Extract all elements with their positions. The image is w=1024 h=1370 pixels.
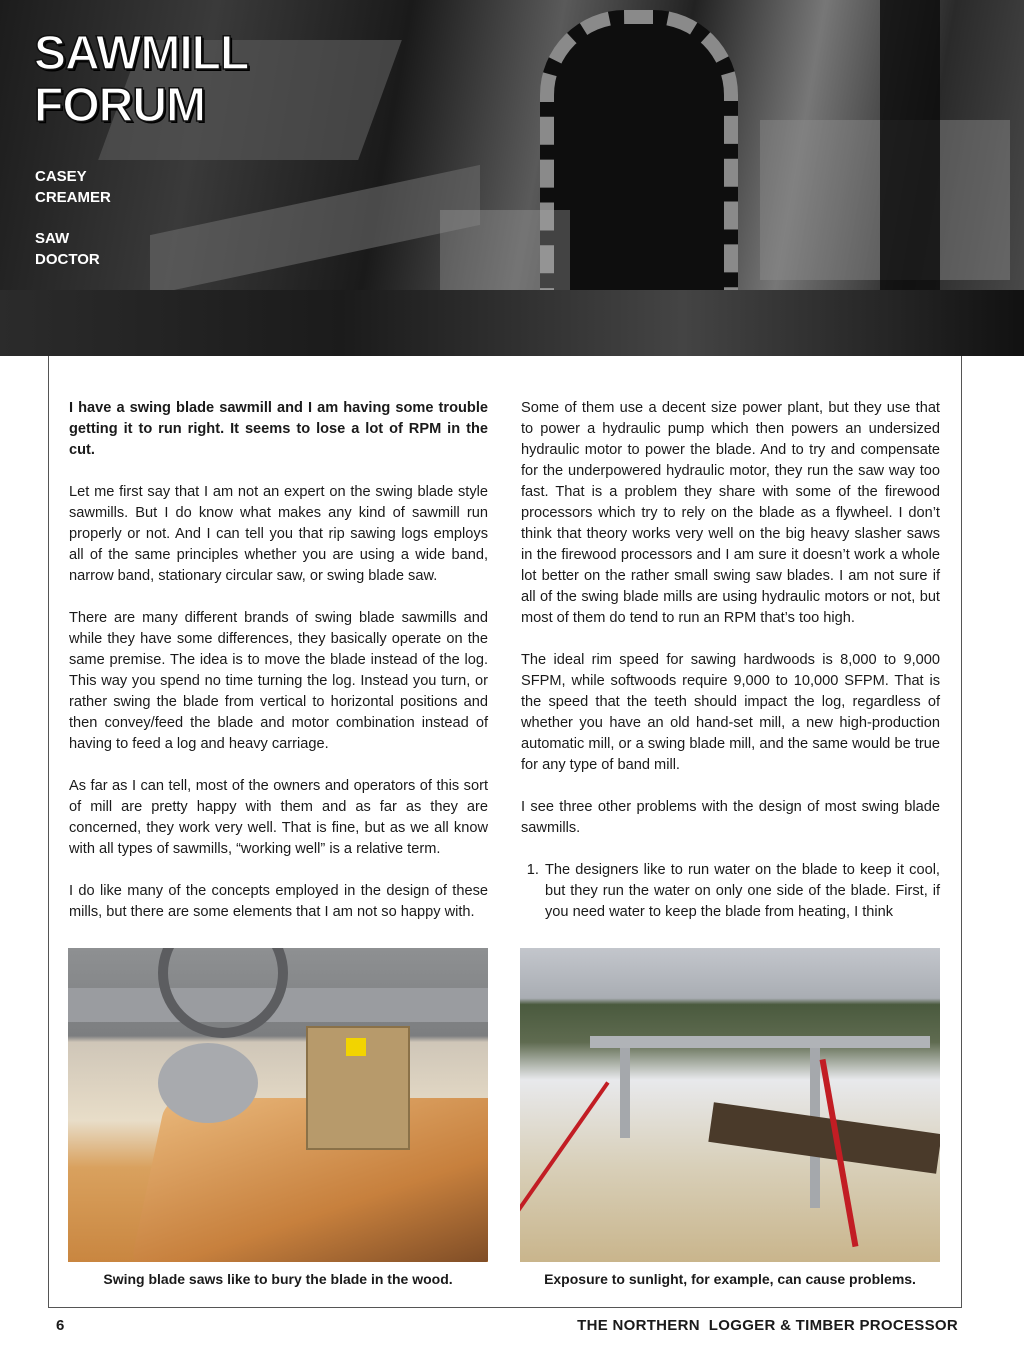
- warning-sticker-icon: [346, 1038, 366, 1056]
- photo-caption-right: Exposure to sunlight, for example, can cause problems.: [544, 1271, 916, 1287]
- article-paragraph: I see three other problems with the design of most swing blade sawmills.: [521, 799, 940, 836]
- banner-floor: [0, 290, 1024, 356]
- title-line-1: SAWMILL: [34, 27, 249, 80]
- article-column-right: [521, 398, 940, 923]
- article-paragraph: Let me first say that I am not an expert on the swing blade style sawmills. But I do know what makes any kind of sawmill run properly or not. And I can tell you that rip sawing logs employs all of the same principles whether you are using a wide band, narrow band, stationary circular saw, or swing blade saw.: [69, 484, 488, 584]
- author-role: [35, 228, 105, 270]
- article-paragraph: Some of them use a decent size power plant, but they use that to power a hydraulic pump which then powers an undersized hydraulic motor to power the blade. And to try and compensate for the underpowered hydraulic motor, they run the saw way too fast. That is a problem they share with some of the firewood processors which try to rely on the blade as a flywheel. I don’t think that theory works very well on the big heavy slasher saws in the firewood processors and I am sure it doesn’t work a whole lot better on the rather small swing saw blades. I am not sure if all of the swing blade mills are using hydraulic motors or not, but most of them do tend to run an RPM that’s too high.: [521, 400, 940, 626]
- author-line-1: CASEY: [35, 168, 87, 185]
- photo-detail: [708, 1102, 940, 1174]
- column-title: [34, 28, 248, 132]
- page-number: 6: [56, 1317, 65, 1334]
- list-item: 1. The designers like to run water on the blade to keep it cool, but they run the water on only one side of the blade. First, if you need water to keep the blade from heating, I think: [543, 860, 940, 923]
- publication-name: THE NORTHERN LOGGER & TIMBER PROCESSOR: [577, 1317, 958, 1334]
- photo-detail: [158, 1043, 258, 1123]
- role-line-2: DOCTOR: [35, 251, 100, 268]
- photo-caption-left: Swing blade saws like to bury the blade in the wood.: [103, 1271, 453, 1287]
- banner-shade: [150, 165, 480, 295]
- author-line-2: CREAMER: [35, 189, 111, 206]
- swing-blade-saw-photo: [68, 948, 488, 1262]
- article-paragraph: The ideal rim speed for sawing hardwoods is 8,000 to 9,000 SFPM, while softwoods require 9,000 to 10,000 SFPM. That is the speed that the teeth should impact the log, regardless of whether you have an old hand-set mill, a new high-production automatic mill, or a swing blade mill, and the same would be true for any type of band mill.: [521, 652, 940, 773]
- problems-list: [521, 860, 940, 923]
- article-paragraph: There are many different brands of swing blade sawmills and while they have some differences, they basically operate on the same premise. The idea is to move the blade instead of the log. This way you spend no time turning the log. Instead you turn, or rather swing the blade from vertical to horizontal positions and then convey/feed the blade and motor combination instead of having to feed a log and heavy carriage.: [69, 610, 488, 752]
- role-line-1: SAW: [35, 230, 70, 247]
- header-banner-photo: [0, 0, 1024, 356]
- article-paragraph: I do like many of the concepts employed in the design of these mills, but there are some elements that I am not so happy with.: [69, 883, 488, 920]
- photo-detail: [590, 1036, 930, 1048]
- photo-detail: [620, 1048, 630, 1138]
- reader-question: I have a swing blade sawmill and I am having some trouble getting it to run right. It seems to lose a lot of RPM in the cut.: [69, 400, 488, 458]
- author-name: [35, 166, 111, 208]
- sawmill-outdoor-photo: [520, 948, 940, 1262]
- photo-detail: [158, 948, 288, 1038]
- article-paragraph: As far as I can tell, most of the owners and operators of this sort of mill are pretty happy with them and as far as they are concerned, they work very well. That is fine, but as we all know with all types of sawmills, “working well” is a relative term.: [69, 778, 488, 857]
- photo-detail: [520, 1081, 610, 1214]
- article-column-left: [69, 398, 488, 944]
- title-line-2: FORUM: [34, 79, 205, 132]
